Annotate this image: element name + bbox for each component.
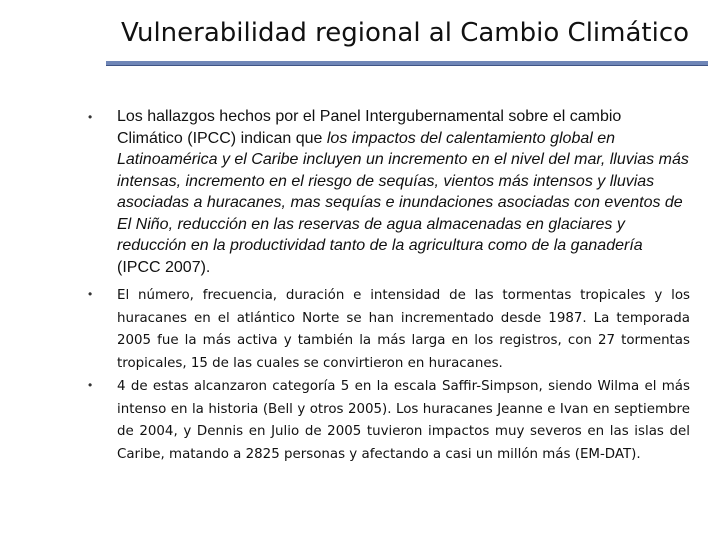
title-underline [106, 61, 708, 66]
bullet-dot: • [88, 378, 93, 392]
bullet-text: El número, frecuencia, duración e intensidad de las tormentas tropicales y los huracanes en el atlántico Norte se han incrementado desde 1987. La temporada 2005 fue la más activa y también la más larga en los registros, con 27 tormentas tropicales, 15 de las cuales se convirtieron en huracanes. [117, 288, 690, 371]
bullet-dot: • [88, 110, 93, 124]
bullet-text-emphasis: los impactos del calentamiento global en Latinoamérica y el Caribe incluyen un incremento en el nivel del mar, lluvias más intensas, incremento en el riesgo de sequías, vientos más intensos y lluvias asociadas a huracanes, mas sequías e inundaciones asociadas con eventos de El Niño, reducción en las reservas de agua almacenadas en glaciares y reducción en la productividad tanto de la agricultura como de la ganadería [117, 129, 689, 254]
bullet-text-intro: Los hallazgos hechos por el Panel Intergubernamental sobre el cambio Climático (IPCC) indican que [117, 108, 622, 147]
bullet-text: 4 de estas alcanzaron categoría 5 en la escala Saffir-Simpson, siendo Wilma el más intenso en la historia (Bell y otros 2005). Los huracanes Jeanne e Ivan en septiembre de 2004, y Dennis en Julio de 2005 tuvieron impactos muy severos en las islas del Caribe, matando a 2825 personas y afectando a casi un millón más (EM-DAT). [117, 379, 690, 462]
bullet-text-citation: (IPCC 2007). [117, 258, 211, 276]
bullet-text [117, 106, 690, 278]
slide-title: Vulnerabilidad regional al Cambio Climático [120, 18, 690, 48]
bullet-dot: • [88, 287, 93, 301]
